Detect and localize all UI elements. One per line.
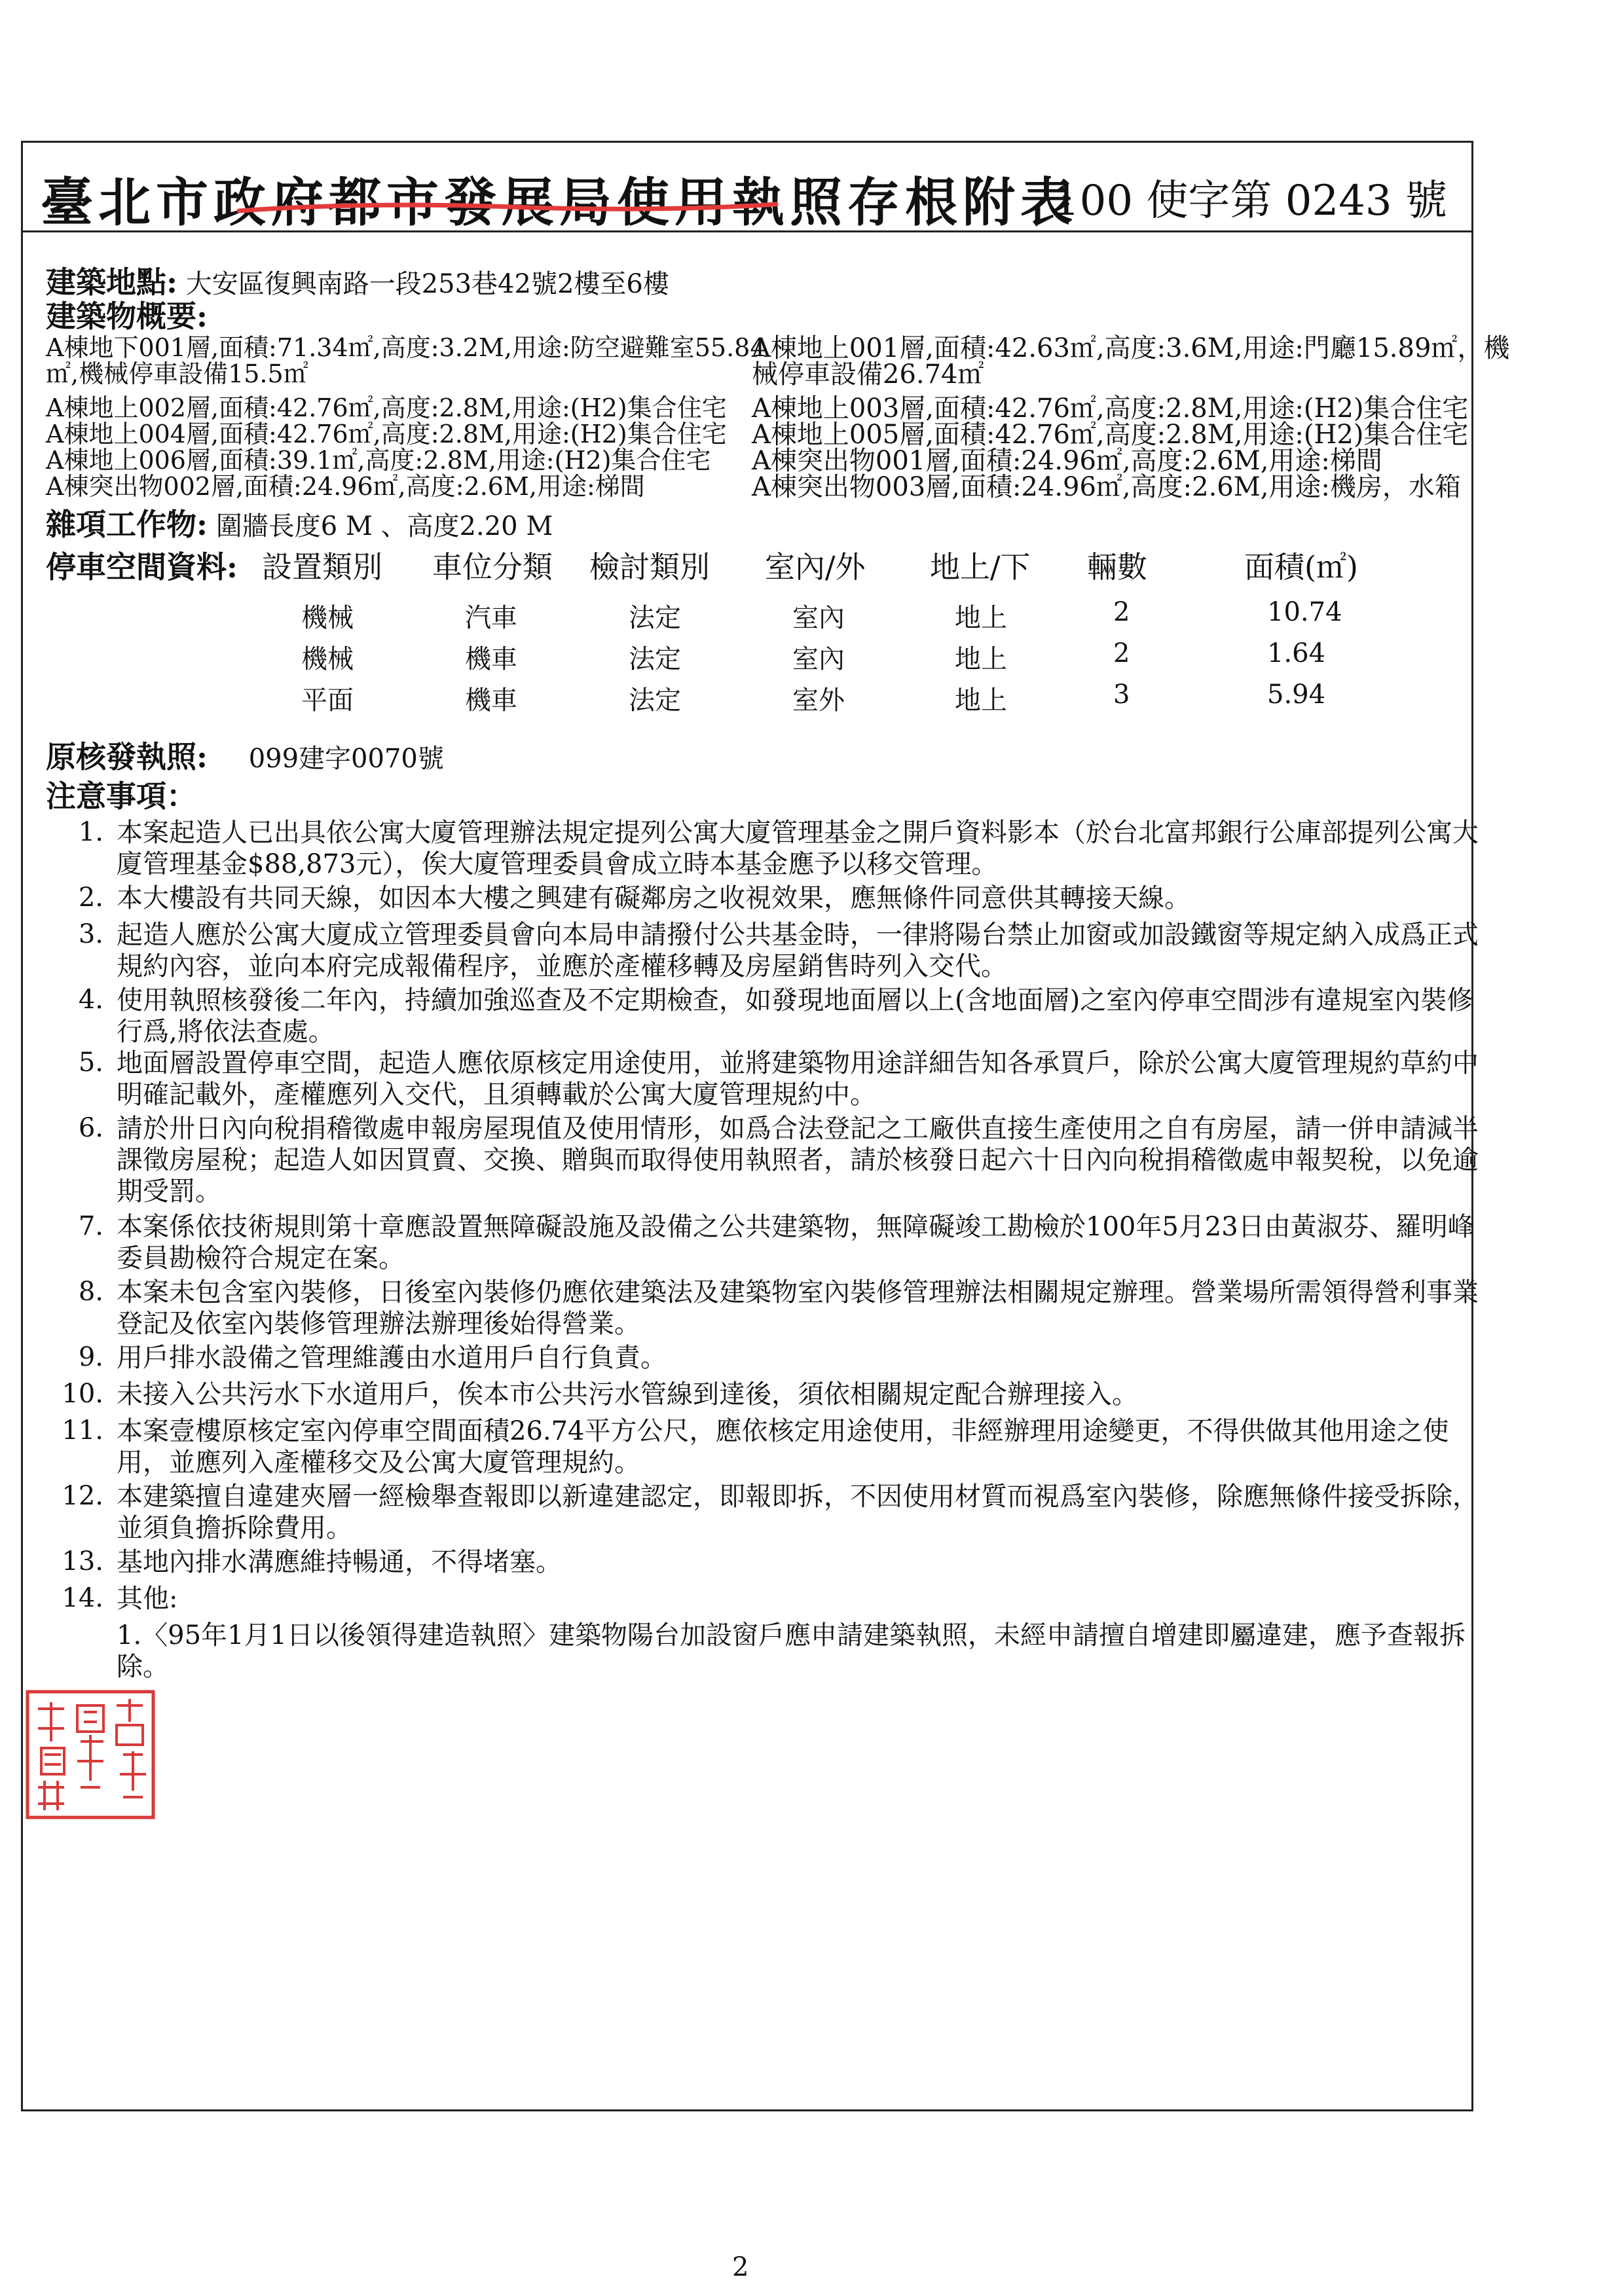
- parking-header: 輛數: [1087, 549, 1147, 585]
- overview-right-line: A棟地上001層,面積:42.63㎡,高度:3.6M,用途:門廳15.89㎡，機: [752, 333, 1510, 363]
- note-text: 起造人應於公寓大廈成立管理委員會向本局申請撥付公共基金時，一律將陽台禁止加窗或加設鐵窗等規定納入成爲正式規約內容，並向本府完成報備程序，並應於產權移轉及房屋銷售時列入交代。: [117, 920, 1479, 981]
- note-number: 12.: [62, 1481, 103, 1511]
- note-text: 本案未包含室內裝修，日後室內裝修仍應依建築法及建築物室內裝修管理辦法相關規定辦理。營業場所需領得營利事業登記及依室內裝修管理辦法辦理後始得營業。: [117, 1277, 1479, 1339]
- parking-cell: 室內: [792, 603, 845, 633]
- note-text: 本案係依技術規則第十章應設置無障礙設施及設備之公共建築物，無障礙竣工勘檢於100年5月23日由黃淑芬、羅明峰委員勘檢符合規定在案。: [117, 1212, 1474, 1273]
- official-seal: [25, 1689, 156, 1820]
- parking-cell: 機械: [301, 644, 354, 674]
- notes-label: 注意事項：: [46, 778, 196, 814]
- note-number: 14.: [62, 1583, 103, 1613]
- note-number: 6.: [78, 1113, 103, 1143]
- parking-cell: 地上: [955, 644, 1007, 674]
- red-pen-underline: [236, 196, 779, 216]
- note-text: 1.〈95年1月1日以後領得建造執照〉建築物陽台加設窗戶應申請建築執照，未經申請擅自增建即屬違建，應予查報拆除。: [117, 1620, 1466, 1682]
- parking-cell: 法定: [629, 603, 681, 633]
- parking-cell: 2: [1113, 597, 1130, 627]
- parking-cell: 3: [1113, 680, 1130, 710]
- misc-value: 圍牆長度6 M 、高度2.20 M: [215, 511, 553, 541]
- note-text: 本案起造人已出具依公寓大廈管理辦法規定提列公寓大廈管理基金之開戶資料影本（於台北富邦銀行公庫部提列公寓大廈管理基金$88,873元），俟大廈管理委員會成立時本基金應予以移交管理。: [117, 818, 1479, 879]
- parking-header: 地上/下: [930, 549, 1031, 585]
- note-text: 請於卅日內向稅捐稽徵處申報房屋現值及使用情形，如爲合法登記之工廠供直接生產使用之自有房屋，請一併申請減半課徵房屋稅；起造人如因買賣、交換、贈與而取得使用執照者，請於核發日起六十日內向稅捐稽徵處申報契稅，以免逾期受罰。: [117, 1114, 1479, 1207]
- note-number: 3.: [78, 919, 103, 949]
- parking-cell: 地上: [955, 685, 1007, 716]
- overview-left-line: A棟突出物002層,面積:24.96㎡,高度:2.6M,用途:梯間: [46, 472, 645, 501]
- misc-row: [46, 501, 553, 544]
- parking-cell: 法定: [629, 644, 681, 674]
- parking-cell: 機車: [465, 644, 517, 674]
- parking-label: 停車空間資料:: [46, 549, 238, 585]
- overview-left-line: A棟地下001層,面積:71.34㎡,高度:3.2M,用途:防空避難室55.84: [46, 333, 766, 362]
- overview-label: 建築物概要:: [46, 299, 208, 334]
- note-text: 本建築擅自違建夾層一經檢舉查報即以新違建認定，即報即拆，不因使用材質而視爲室內裝修，除應無條件接受拆除，並須負擔拆除費用。: [117, 1482, 1479, 1543]
- note-number: 13.: [62, 1546, 103, 1576]
- permit-number: 100 使字第 0243 號: [1052, 177, 1447, 225]
- parking-cell: 平面: [301, 685, 354, 716]
- original-permit-label: 原核發執照:: [46, 739, 208, 774]
- parking-cell: 地上: [955, 603, 1007, 633]
- note-number: 1.: [78, 817, 103, 847]
- parking-cell: 機械: [301, 603, 354, 633]
- overview-right-line: A棟地上003層,面積:42.76㎡,高度:2.8M,用途:(H2)集合住宅: [752, 393, 1469, 424]
- overview-left-line: ㎡,機械停車設備15.5㎡: [46, 359, 308, 388]
- note-text: 其他:: [117, 1584, 178, 1614]
- overview-left-line: A棟地上006層,面積:39.1㎡,高度:2.8M,用途:(H2)集合住宅: [46, 446, 711, 475]
- original-permit-value: 099建字0070號: [248, 744, 444, 774]
- document-header: [21, 141, 1473, 232]
- parking-header: 檢討類別: [589, 549, 710, 585]
- parking-cell: 5.94: [1267, 680, 1326, 710]
- parking-cell: 2: [1113, 638, 1130, 668]
- note-number: 9.: [78, 1342, 103, 1372]
- note-number: 8.: [78, 1277, 103, 1307]
- parking-header: 室內/外: [765, 549, 866, 585]
- parking-header: 車位分類: [432, 549, 553, 585]
- overview-right-line: 械停車設備26.74㎡: [752, 359, 984, 390]
- address-label: 建築地點:: [46, 264, 177, 300]
- parking-cell: 10.74: [1267, 597, 1342, 627]
- parking-cell: 室外: [792, 685, 845, 716]
- overview-right-line: A棟地上005層,面積:42.76㎡,高度:2.8M,用途:(H2)集合住宅: [752, 420, 1469, 450]
- overview-right-line: A棟突出物001層,面積:24.96㎡,高度:2.6M,用途:梯間: [752, 446, 1382, 476]
- overview-left-line: A棟地上002層,面積:42.76㎡,高度:2.8M,用途:(H2)集合住宅: [46, 393, 727, 422]
- note-text: 地面層設置停車空間，起造人應依原核定用途使用，並將建築物用途詳細告知各承買戶，除於公寓大廈管理規約草約中明確記載外，產權應列入交代，且須轉載於公寓大廈管理規約中。: [117, 1048, 1479, 1110]
- note-text: 用戶排水設備之管理維護由水道用戶自行負責。: [117, 1343, 667, 1373]
- parking-cell: 汽車: [465, 603, 517, 633]
- note-text: 使用執照核發後二年內，持續加強巡查及不定期檢查，如發現地面層以上(含地面層)之室內停車空間涉有違規室內裝修行爲,將依法查處。: [117, 985, 1473, 1047]
- misc-label: 雜項工作物:: [46, 507, 208, 542]
- parking-header: 面積(㎡): [1244, 549, 1358, 585]
- parking-cell: 法定: [629, 685, 681, 716]
- note-number: 4.: [78, 985, 103, 1015]
- parking-header: 設置類別: [262, 549, 382, 585]
- overview-left-line: A棟地上004層,面積:42.76㎡,高度:2.8M,用途:(H2)集合住宅: [46, 420, 727, 448]
- parking-cell: 室內: [792, 644, 845, 674]
- overview-right-line: A棟突出物003層,面積:24.96㎡,高度:2.6M,用途:機房，水箱: [752, 472, 1461, 502]
- note-number: 10.: [62, 1379, 103, 1409]
- parking-cell: 1.64: [1267, 638, 1326, 668]
- note-number: 7.: [78, 1211, 103, 1241]
- note-number: 2.: [78, 883, 103, 913]
- note-text: 本案壹樓原核定室內停車空間面積26.74平方公尺，應依核定用途使用，非經辦理用途變更，不得供做其他用途之使用，並應列入產權移交及公寓大廈管理規約。: [117, 1416, 1449, 1478]
- document-title: 臺北市政府都市發展局使用執照存根附表: [41, 172, 1078, 233]
- original-permit-row: [46, 733, 444, 776]
- page-number: 2: [732, 2252, 749, 2282]
- parking-cell: 機車: [465, 685, 517, 716]
- note-text: 未接入公共污水下水道用戶，俟本市公共污水管線到達後，須依相關規定配合辦理接入。: [117, 1379, 1138, 1410]
- address-value: 大安區復興南路一段253巷42號2樓至6樓: [185, 269, 669, 299]
- note-number: 5.: [78, 1048, 103, 1078]
- note-number: 11.: [62, 1415, 103, 1446]
- note-text: 本大樓設有共同天線，如因本大樓之興建有礙鄰房之收視效果，應無條件同意供其轉接天線。: [117, 883, 1190, 913]
- note-text: 基地內排水溝應維持暢通，不得堵塞。: [117, 1547, 562, 1577]
